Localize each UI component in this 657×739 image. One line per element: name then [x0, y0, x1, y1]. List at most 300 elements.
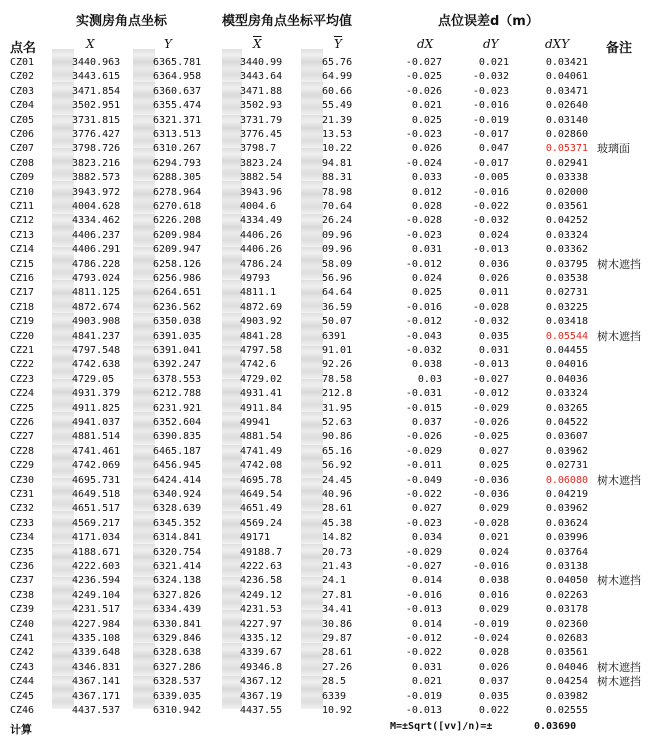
cell-dx: -0.013	[405, 604, 442, 616]
cell-my: 20.73	[322, 546, 353, 558]
cell-mx: 4004.6	[240, 201, 277, 212]
cell-dxy: 0.02731	[545, 287, 588, 299]
cell-my: 24.1	[322, 575, 347, 587]
cell-dx: 0.027	[411, 503, 442, 515]
cell-dxy: 0.03265	[545, 402, 588, 414]
cell-dxy: 0.04219	[545, 489, 588, 500]
cell-dx: -0.027	[405, 561, 442, 572]
rmse-value: 0.03690	[534, 721, 577, 732]
table-row	[0, 128, 657, 142]
cell-id: CZ05	[10, 114, 35, 126]
cell-x: 4367.171	[72, 690, 121, 702]
cell-dx: -0.012	[405, 258, 442, 270]
cell-dxy: 0.02731	[545, 460, 588, 472]
cell-id: CZ09	[10, 172, 35, 184]
cell-x: 4742.069	[72, 460, 121, 472]
dx-header: dX	[417, 37, 434, 51]
table-row	[0, 142, 657, 156]
cell-id: CZ17	[10, 287, 35, 299]
cell-dx: -0.029	[405, 546, 442, 558]
cell-y: 6350.038	[153, 316, 202, 328]
cell-id: CZ06	[10, 129, 35, 140]
cell-x: 4188.671	[72, 546, 121, 558]
cell-y: 6314.841	[153, 532, 202, 544]
cell-dy: 0.011	[478, 287, 509, 299]
cell-dx: -0.015	[405, 402, 442, 414]
cell-id: CZ20	[10, 330, 35, 342]
cell-my: 14.82	[322, 532, 353, 544]
cell-id: CZ29	[10, 460, 35, 472]
cell-y: 6209.947	[153, 244, 202, 256]
cell-dxy: 0.03795	[545, 258, 588, 270]
cell-dx: 0.033	[411, 172, 442, 184]
cell-dx: 0.012	[411, 186, 442, 198]
cell-my: 70.64	[322, 201, 353, 212]
cell-my: 78.58	[322, 373, 353, 385]
cell-y: 6328.639	[153, 503, 202, 515]
cell-y: 6288.305	[153, 172, 202, 184]
cell-y: 6236.562	[153, 301, 202, 313]
cell-dy: 0.021	[478, 57, 509, 68]
table-row	[0, 70, 657, 84]
cell-x: 4793.024	[72, 273, 121, 284]
cell-id: CZ24	[10, 388, 35, 400]
cell-mx: 3776.45	[240, 129, 283, 140]
cell-y: 6256.986	[153, 273, 202, 284]
cell-dxy: 0.03996	[545, 532, 588, 544]
cell-mx: 3471.88	[240, 85, 283, 97]
cell-x: 3943.972	[72, 186, 121, 198]
table-row	[0, 272, 657, 286]
cell-mx: 3943.96	[240, 186, 283, 198]
cell-dxy: 0.03138	[545, 561, 588, 572]
cell-dx: -0.023	[405, 129, 442, 140]
cell-dxy: 0.03140	[545, 114, 588, 126]
cell-mx: 3440.99	[240, 57, 283, 68]
cell-x: 4941.037	[72, 417, 121, 428]
cell-dy: 0.021	[478, 532, 509, 544]
cell-note: 树木遮挡	[597, 329, 641, 343]
cell-id: CZ42	[10, 647, 35, 659]
cell-my: 52.63	[322, 417, 353, 428]
cell-mx: 4903.92	[240, 316, 283, 328]
dxy-header: dXY	[545, 37, 570, 51]
cell-x: 4406.291	[72, 244, 121, 256]
cell-dxy: 0.03418	[545, 316, 588, 328]
cell-dxy: 0.04016	[545, 359, 588, 371]
measured-coords-header: 实测房角点坐标	[76, 14, 168, 29]
cell-id: CZ19	[10, 316, 35, 328]
cell-dy: -0.024	[472, 633, 509, 644]
cell-id: CZ01	[10, 57, 35, 68]
cell-dxy: 0.02683	[545, 633, 588, 644]
cell-x: 4236.594	[72, 575, 121, 587]
cell-x: 3471.854	[72, 85, 121, 97]
remarks-header: 备注	[606, 41, 633, 56]
table-row	[0, 114, 657, 128]
cell-note: 树木遮挡	[597, 473, 641, 487]
cell-dy: -0.036	[472, 489, 509, 500]
table-row	[0, 214, 657, 228]
cell-y: 6378.553	[153, 373, 202, 385]
cell-dx: 0.031	[411, 244, 442, 256]
cell-id: CZ41	[10, 633, 35, 644]
cell-x: 4004.628	[72, 201, 121, 212]
cell-y: 6294.793	[153, 157, 202, 169]
table-row	[0, 560, 657, 574]
cell-dxy: 0.04036	[545, 373, 588, 385]
cell-dy: 0.027	[478, 445, 509, 457]
cell-my: 29.87	[322, 633, 353, 644]
table-row	[0, 589, 657, 603]
cell-mx: 49188.7	[240, 546, 283, 558]
point-error-header: 点位误差d（m）	[438, 14, 539, 29]
cell-y: 6258.126	[153, 258, 202, 270]
cell-dy: -0.032	[472, 215, 509, 227]
cell-y: 6209.984	[153, 229, 202, 241]
cell-dy: 0.026	[478, 661, 509, 673]
cell-dx: -0.024	[405, 157, 442, 169]
cell-y: 6345.352	[153, 517, 202, 529]
cell-y: 6364.958	[153, 71, 202, 83]
cell-y: 6390.835	[153, 431, 202, 443]
cell-x: 4335.108	[72, 633, 121, 644]
cell-my: 78.98	[322, 186, 353, 198]
cell-mx: 4367.12	[240, 676, 283, 688]
cell-mx: 4569.24	[240, 517, 283, 529]
cell-dxy: 0.03962	[545, 503, 588, 515]
cell-dxy: 0.02263	[545, 589, 588, 601]
cell-my: 21.43	[322, 561, 353, 572]
cell-id: CZ44	[10, 676, 35, 688]
cell-dx: -0.019	[405, 690, 442, 702]
cell-dy: 0.016	[478, 589, 509, 601]
cell-id: CZ07	[10, 143, 35, 155]
table-row	[0, 229, 657, 243]
cell-dx: -0.023	[405, 517, 442, 529]
cell-mx: 4367.19	[240, 690, 283, 702]
cell-dy: 0.035	[478, 690, 509, 702]
cell-y: 6329.846	[153, 633, 202, 644]
cell-my: 40.96	[322, 489, 353, 500]
table-row	[0, 85, 657, 99]
mean-x-header: $\overline{X}$	[253, 37, 262, 51]
cell-note: 玻璃面	[597, 142, 630, 156]
cell-mx: 49171	[240, 532, 271, 544]
cell-mx: 4651.49	[240, 503, 283, 515]
cell-dy: 0.028	[478, 647, 509, 659]
cell-my: 92.26	[322, 359, 353, 371]
cell-dx: -0.013	[405, 705, 442, 716]
cell-x: 3798.726	[72, 143, 121, 155]
cell-y: 6212.788	[153, 388, 202, 400]
cell-x: 4437.537	[72, 705, 121, 716]
table-row	[0, 373, 657, 387]
cell-dy: -0.025	[472, 431, 509, 443]
cell-dx: 0.037	[411, 417, 442, 428]
cell-my: 30.86	[322, 618, 353, 630]
table-row	[0, 243, 657, 257]
cell-mx: 4811.1	[240, 287, 277, 299]
cell-dy: -0.019	[472, 114, 509, 126]
point-name-header: 点名	[10, 41, 37, 56]
cell-id: CZ04	[10, 100, 35, 112]
cell-x: 4931.379	[72, 388, 121, 400]
cell-y: 6334.439	[153, 604, 202, 616]
calc-label: 计算	[10, 723, 32, 736]
cell-id: CZ39	[10, 604, 35, 616]
cell-id: CZ45	[10, 690, 35, 702]
cell-my: 45.38	[322, 517, 353, 529]
cell-my: 27.26	[322, 661, 353, 673]
cell-dxy: 0.03324	[545, 388, 588, 400]
cell-dy: -0.013	[472, 359, 509, 371]
cell-note: 树木遮挡	[597, 574, 641, 588]
cell-id: CZ18	[10, 301, 35, 313]
cell-dx: -0.043	[405, 330, 442, 342]
cell-id: CZ35	[10, 546, 35, 558]
cell-y: 6360.637	[153, 85, 202, 97]
table-row	[0, 416, 657, 430]
cell-dx: 0.014	[411, 618, 442, 630]
y-header: Y	[164, 37, 172, 51]
cell-x: 4797.548	[72, 345, 121, 356]
cell-y: 6231.921	[153, 402, 202, 414]
cell-dx: -0.012	[405, 633, 442, 644]
cell-dxy: 0.03561	[545, 201, 588, 212]
cell-dy: -0.028	[472, 301, 509, 313]
cell-dxy: 0.03421	[545, 57, 588, 68]
cell-dxy: 0.04522	[545, 417, 588, 428]
table-row	[0, 387, 657, 401]
table-row	[0, 603, 657, 617]
table-row	[0, 330, 657, 344]
cell-dxy: 0.03362	[545, 244, 588, 256]
cell-my: 6339	[322, 690, 347, 702]
cell-mx: 4222.63	[240, 561, 283, 572]
table-row	[0, 488, 657, 502]
cell-id: CZ02	[10, 71, 35, 83]
cell-x: 4367.141	[72, 676, 121, 688]
cell-id: CZ08	[10, 157, 35, 169]
cell-dy: -0.016	[472, 561, 509, 572]
cell-x: 4171.034	[72, 532, 121, 544]
cell-dy: 0.036	[478, 258, 509, 270]
cell-x: 4742.638	[72, 359, 121, 371]
cell-dy: 0.026	[478, 273, 509, 284]
cell-dxy: 0.04254	[545, 676, 588, 688]
cell-y: 6465.187	[153, 445, 202, 457]
cell-x: 4334.462	[72, 215, 121, 227]
cell-x: 4651.517	[72, 503, 121, 515]
table-row	[0, 286, 657, 300]
cell-y: 6328.537	[153, 676, 202, 688]
cell-dx: -0.027	[405, 57, 442, 68]
cell-dxy: 0.02000	[545, 186, 588, 198]
cell-mx: 4695.78	[240, 474, 283, 486]
cell-mx: 4236.58	[240, 575, 283, 587]
cell-mx: 3798.7	[240, 143, 277, 155]
cell-dy: 0.024	[478, 229, 509, 241]
table-row	[0, 200, 657, 214]
cell-mx: 4437.55	[240, 705, 283, 716]
table-row	[0, 402, 657, 416]
cell-my: 60.66	[322, 85, 353, 97]
cell-mx: 4339.67	[240, 647, 283, 659]
table-row	[0, 502, 657, 516]
cell-dx: 0.014	[411, 575, 442, 587]
cell-my: 65.76	[322, 57, 353, 68]
cell-dxy: 0.04061	[545, 71, 588, 83]
cell-dy: -0.019	[472, 618, 509, 630]
cell-mx: 4227.97	[240, 618, 283, 630]
cell-note: 树木遮挡	[597, 675, 641, 689]
cell-dy: -0.016	[472, 100, 509, 112]
cell-dy: -0.005	[472, 172, 509, 184]
cell-x: 4339.648	[72, 647, 121, 659]
cell-id: CZ43	[10, 661, 35, 673]
cell-dy: -0.022	[472, 201, 509, 212]
cell-mx: 4742.6	[240, 359, 277, 371]
cell-id: CZ37	[10, 575, 35, 587]
mean-y-header: $\overline{Y}$	[334, 37, 342, 51]
table-row	[0, 661, 657, 675]
cell-mx: 4931.41	[240, 388, 283, 400]
cell-mx: 49941	[240, 417, 271, 428]
cell-my: 26.24	[322, 215, 353, 227]
cell-x: 4741.461	[72, 445, 121, 457]
cell-x: 3443.615	[72, 71, 121, 83]
cell-dxy: 0.05371	[545, 143, 588, 155]
table-row	[0, 157, 657, 171]
table-row	[0, 574, 657, 588]
cell-x: 3440.963	[72, 57, 121, 68]
cell-id: CZ11	[10, 201, 35, 212]
cell-dxy: 0.06080	[545, 474, 588, 486]
cell-dy: 0.022	[478, 705, 509, 716]
cell-y: 6328.638	[153, 647, 202, 659]
cell-x: 4811.125	[72, 287, 121, 299]
cell-mx: 4741.49	[240, 445, 283, 457]
table-row	[0, 99, 657, 113]
cell-dxy: 0.03324	[545, 229, 588, 241]
cell-y: 6313.513	[153, 129, 202, 140]
cell-my: 56.92	[322, 460, 353, 472]
cell-mx: 4335.12	[240, 633, 283, 644]
cell-mx: 49793	[240, 273, 271, 284]
cell-y: 6339.035	[153, 690, 202, 702]
table-row	[0, 546, 657, 560]
cell-x: 4649.518	[72, 489, 121, 500]
cell-y: 6320.754	[153, 546, 202, 558]
cell-dx: 0.034	[411, 532, 442, 544]
cell-dxy: 0.03538	[545, 273, 588, 284]
cell-my: 28.5	[322, 676, 347, 688]
cell-id: CZ14	[10, 244, 35, 256]
cell-my: 09.96	[322, 229, 353, 241]
cell-mx: 3882.54	[240, 172, 283, 184]
cell-mx: 49346.8	[240, 661, 283, 673]
cell-y: 6321.371	[153, 114, 202, 126]
x-header: X	[86, 37, 95, 51]
cell-dx: -0.026	[405, 431, 442, 443]
cell-x: 4346.831	[72, 661, 121, 673]
cell-my: 90.86	[322, 431, 353, 443]
cell-y: 6321.414	[153, 561, 202, 572]
table-row	[0, 445, 657, 459]
cell-mx: 4249.12	[240, 589, 283, 601]
cell-dy: 0.031	[478, 345, 509, 356]
cell-my: 36.59	[322, 301, 353, 313]
cell-y: 6270.618	[153, 201, 202, 212]
cell-my: 28.61	[322, 647, 353, 659]
cell-dxy: 0.04252	[545, 215, 588, 227]
table-row	[0, 315, 657, 329]
cell-y: 6365.781	[153, 57, 202, 68]
cell-dy: -0.017	[472, 129, 509, 140]
cell-my: 64.64	[322, 287, 353, 299]
cell-dy: 0.038	[478, 575, 509, 587]
cell-dxy: 0.03561	[545, 647, 588, 659]
cell-dx: 0.028	[411, 201, 442, 212]
table-row	[0, 459, 657, 473]
table-row	[0, 301, 657, 315]
cell-dx: 0.026	[411, 143, 442, 155]
cell-x: 4729.05	[72, 373, 115, 385]
cell-y: 6355.474	[153, 100, 202, 112]
cell-y: 6226.208	[153, 215, 202, 227]
cell-dy: -0.027	[472, 373, 509, 385]
cell-my: 09.96	[322, 244, 353, 256]
cell-mx: 4334.49	[240, 215, 283, 227]
table-row	[0, 646, 657, 660]
cell-id: CZ34	[10, 532, 35, 544]
cell-my: 21.39	[322, 114, 353, 126]
cell-dxy: 0.03178	[545, 604, 588, 616]
cell-dx: 0.038	[411, 359, 442, 371]
cell-dy: -0.028	[472, 517, 509, 529]
cell-dy: 0.029	[478, 604, 509, 616]
cell-dy: -0.013	[472, 244, 509, 256]
cell-dy: -0.023	[472, 85, 509, 97]
cell-dx: 0.021	[411, 676, 442, 688]
cell-mx: 4881.54	[240, 431, 283, 443]
cell-id: CZ31	[10, 489, 35, 500]
cell-dxy: 0.02360	[545, 618, 588, 630]
cell-x: 3731.815	[72, 114, 121, 126]
cell-x: 4911.825	[72, 402, 121, 414]
cell-dy: -0.032	[472, 316, 509, 328]
cell-mx: 4797.58	[240, 345, 283, 356]
cell-x: 4881.514	[72, 431, 121, 443]
cell-id: CZ16	[10, 273, 35, 284]
table-row	[0, 258, 657, 272]
cell-mx: 4406.26	[240, 244, 283, 256]
cell-dx: -0.022	[405, 647, 442, 659]
cell-dy: 0.037	[478, 676, 509, 688]
cell-dx: -0.028	[405, 215, 442, 227]
table-row	[0, 690, 657, 704]
cell-my: 24.45	[322, 474, 353, 486]
cell-dxy: 0.03607	[545, 431, 588, 443]
cell-id: CZ30	[10, 474, 35, 486]
cell-x: 3776.427	[72, 129, 121, 140]
cell-dxy: 0.03225	[545, 301, 588, 313]
cell-id: CZ10	[10, 186, 35, 198]
cell-mx: 4742.08	[240, 460, 283, 472]
cell-mx: 4231.53	[240, 604, 283, 616]
cell-y: 6264.651	[153, 287, 202, 299]
